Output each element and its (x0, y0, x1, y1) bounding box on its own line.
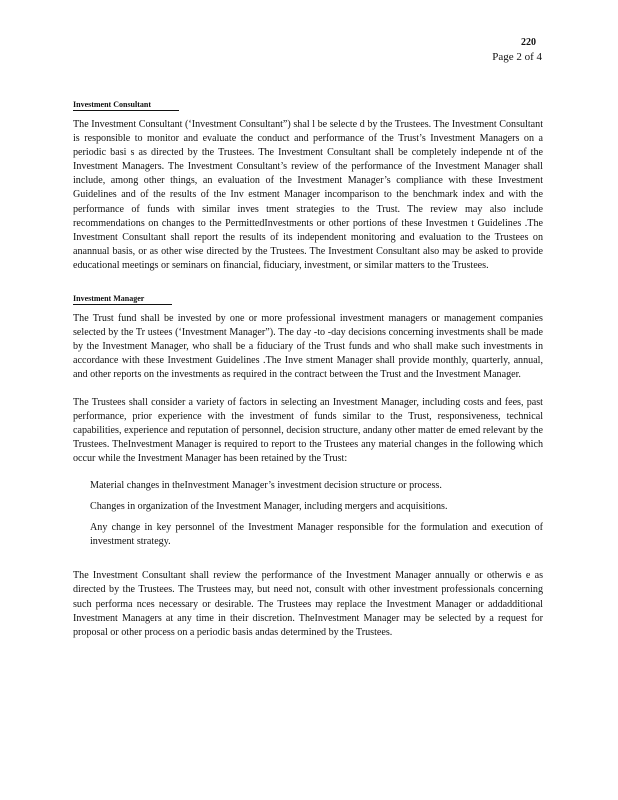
paragraph-investment-manager-selection: The Trust fund shall be invested by one or more professional investment managers or management companies selected by the Tr ustees (‘Investment Manager”). The day -to -day decisions concerning investments shall be made by the Investment Manager, who shall be a fiduciary of the Trust funds and who shall make such investments in accordance with these Investment Guidelines .The Inve stment Manager shall provide monthly, quarterly, annual, and other reports on the investments as required in the contract between the Trust and the Investment Manager. (73, 313, 543, 381)
page-number: 220 (521, 37, 536, 48)
list-item-text: Changes in organization of the Investment Manager, including mergers and acquisitions. (90, 501, 448, 513)
list-item-text: Material changes in theInvestment Manager’s investment decision structure or process. (90, 479, 442, 491)
section-heading-investment-manager: Investment Manager (73, 293, 172, 305)
list-item (73, 500, 543, 514)
page-count: Page 2 of 4 (492, 51, 542, 63)
list-item (73, 521, 543, 549)
paragraph-investment-consultant: The Investment Consultant (‘Investment Consultant”) shal l be selecte d by the Trustees. The Investment Consultant is responsible to monitor and evaluate the conduct and performance of the Trust’s Investment Managers on a periodic basi s as directed by the Trustees. The Investment Consultant shall be completely independe nt of the Investment Managers. The Investment Consultant’s review of the performance of the Investment Manager shall include, among other things, an evaluation of the Investment Manager’s compliance with these Investment Guidelines and of the results of the Inv estment Manager incomparison to the benchmark index and with the performance of funds with similar inves tment strategies to the Trust. The review may also include recommendations on changes to the PermittedInvestments or other portions of these Investmen t Guidelines .The Investment Consultant shall report the results of its independent monitoring and evaluation to the Trustees on anannual basis, or as other wise directed by the Trustees. The Investment Consultant also may be asked to provide educational meetings or seminars on financial, fiduciary, investment, or similar matters to the Trustees. (73, 119, 543, 271)
section-heading-investment-consultant: Investment Consultant (73, 99, 179, 111)
material-changes-list (73, 479, 543, 549)
paragraph-consultant-review-manager: The Investment Consultant shall review the performance of the Investment Manager annually or otherwis e as directed by the Trustees. The Trustees may, but need not, consult with other investment professionals concerning such performa nces necessary or desirable. The Trustees may replace the Investment Manager or addadditional Investment Managers at any time in their discretion. TheInvestment Manager may be selected by a request for proposal or other process on a periodic basis andas determined by the Trustees. (73, 570, 543, 638)
document-body (73, 94, 543, 640)
list-item (73, 479, 543, 493)
list-item-text: Any change in key personnel of the Investment Manager responsible for the formulation and execution of investment strategy. (90, 522, 543, 548)
paragraph-investment-manager-factors: The Trustees shall consider a variety of factors in selecting an Investment Manager, including costs and fees, past performance, prior experience with the investment of funds similar to the Trust, responsiveness, technical capabilities, experience and reputation of personnel, decision structure, andany other matter de emed relevant by the Trustees. TheInvestment Manager is required to report to the Trustees any material changes in the following which occur while the Investment Manager has been retained by the Trust: (73, 396, 543, 464)
